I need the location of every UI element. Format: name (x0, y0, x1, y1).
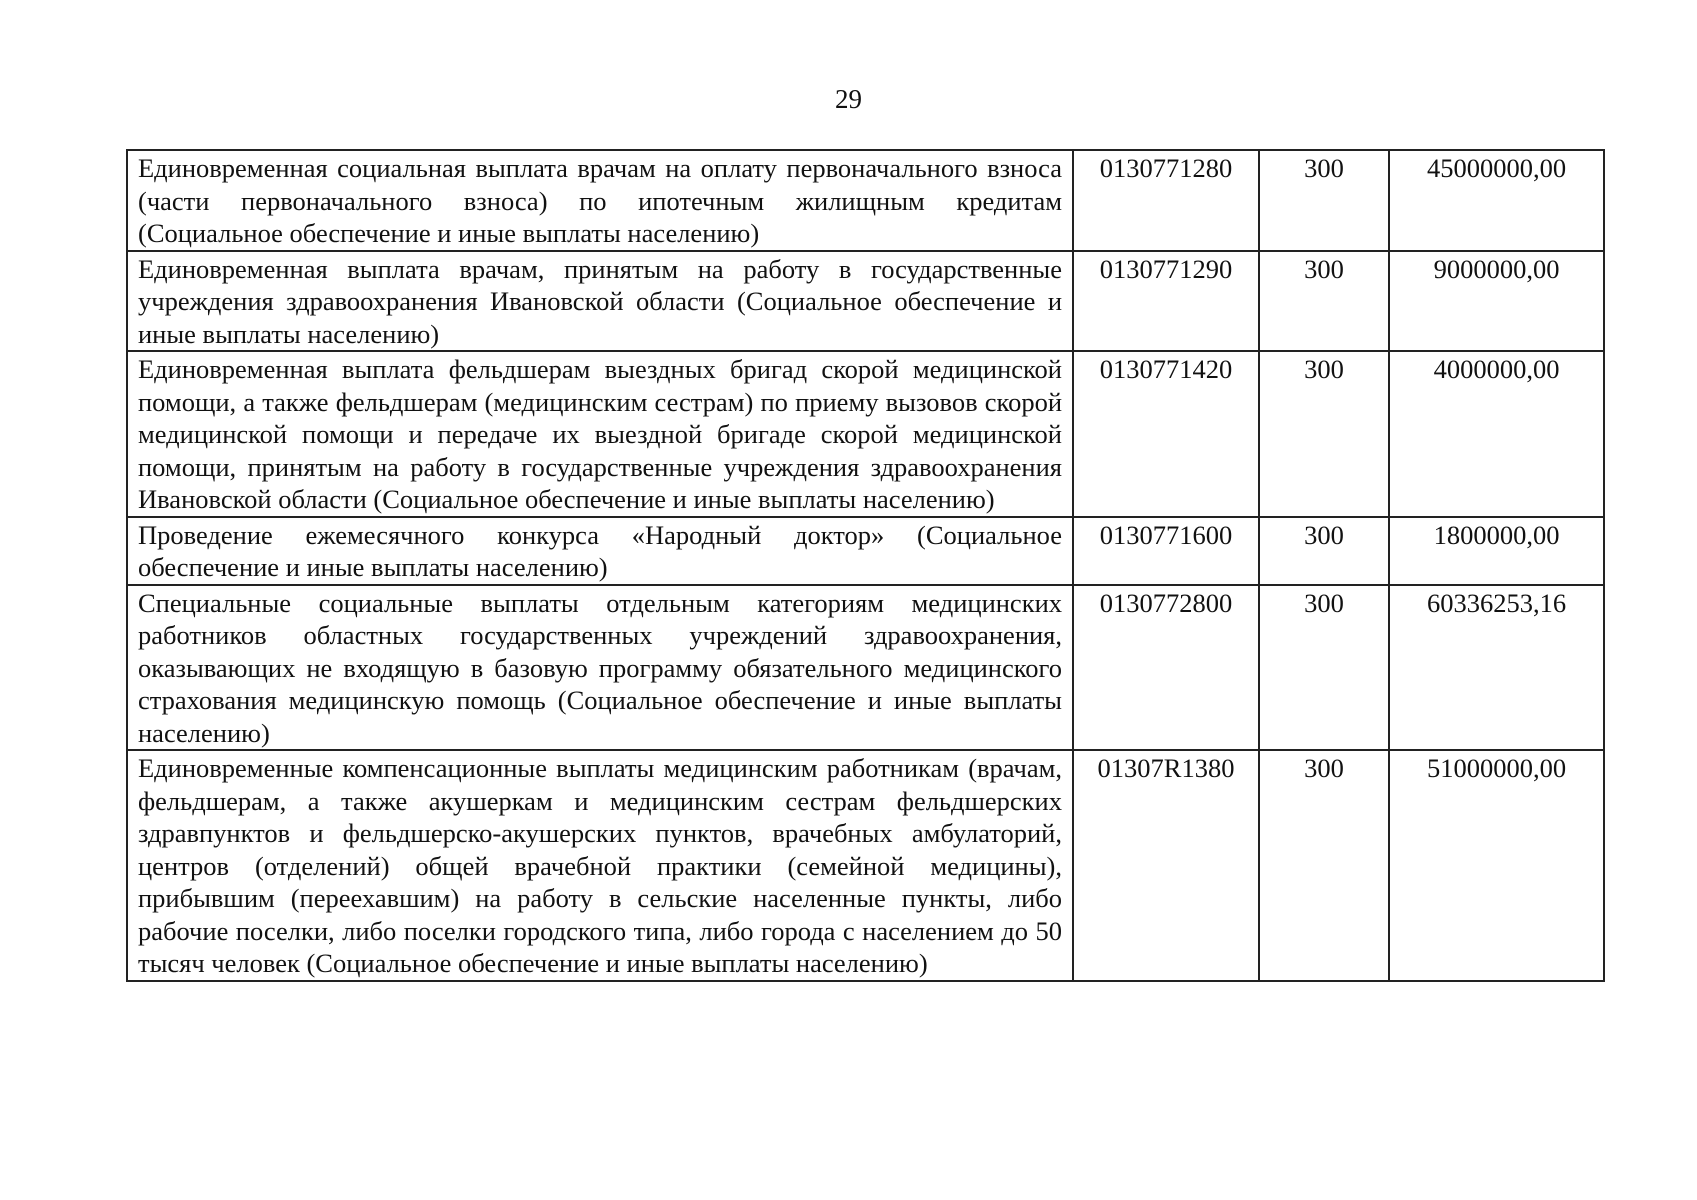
table-row (127, 351, 1604, 517)
row-code: 01307R1380 (1073, 750, 1259, 981)
row-expense-type: 300 (1259, 517, 1389, 585)
row-amount: 60336253,16 (1389, 585, 1604, 751)
row-expense-type: 300 (1259, 351, 1389, 517)
row-expense-type: 300 (1259, 585, 1389, 751)
row-amount: 9000000,00 (1389, 251, 1604, 352)
row-description: Единовременные компенсационные выплаты медицинским работникам (врачам, фельдшерам, а также акушеркам и медицинским сестрам фельдшерских здравпунктов и фельдшерско-акушерских пунктов, врачебных амбулаторий, центров (отделений) общей врачебной практики (семейной медицины), прибывшим (переехавшим) на работу в сельские населенные пункты, либо рабочие поселки, либо поселки городского типа, либо города с населением до 50 тысяч человек (Социальное обеспечение и иные выплаты населению) (127, 750, 1073, 981)
row-amount: 1800000,00 (1389, 517, 1604, 585)
row-code: 0130771600 (1073, 517, 1259, 585)
row-amount: 51000000,00 (1389, 750, 1604, 981)
table-row (127, 517, 1604, 585)
row-description: Проведение ежемесячного конкурса «Народный доктор» (Социальное обеспечение и иные выплаты населению) (127, 517, 1073, 585)
table-row (127, 251, 1604, 352)
budget-table (126, 149, 1605, 982)
row-description: Специальные социальные выплаты отдельным категориям медицинских работников областных государственных учреждений здравоохранения, оказывающих не входящую в базовую программу обязательного медицинского страхования медицинскую помощь (Социальное обеспечение и иные выплаты населению) (127, 585, 1073, 751)
row-amount: 4000000,00 (1389, 351, 1604, 517)
page-number: 29 (835, 84, 862, 114)
row-code: 0130771280 (1073, 150, 1259, 251)
row-expense-type: 300 (1259, 251, 1389, 352)
row-description: Единовременная выплата врачам, принятым на работу в государственные учреждения здравоохранения Ивановской области (Социальное обеспечение и иные выплаты населению) (127, 251, 1073, 352)
row-description: Единовременная социальная выплата врачам на оплату первоначального взноса (части первоначального взноса) по ипотечным жилищным кредитам (Социальное обеспечение и иные выплаты населению) (127, 150, 1073, 251)
table-row (127, 585, 1604, 751)
table-row (127, 150, 1604, 251)
row-code: 0130771420 (1073, 351, 1259, 517)
row-expense-type: 300 (1259, 750, 1389, 981)
row-amount: 45000000,00 (1389, 150, 1604, 251)
row-code: 0130771290 (1073, 251, 1259, 352)
row-code: 0130772800 (1073, 585, 1259, 751)
row-expense-type: 300 (1259, 150, 1389, 251)
table-row (127, 750, 1604, 981)
row-description: Единовременная выплата фельдшерам выездных бригад скорой медицинской помощи, а также фельдшерам (медицинским сестрам) по приему вызовов скорой медицинской помощи и передаче их выездной бригаде скорой медицинской помощи, принятым на работу в государственные учреждения здравоохранения Ивановской области (Социальное обеспечение и иные выплаты населению) (127, 351, 1073, 517)
